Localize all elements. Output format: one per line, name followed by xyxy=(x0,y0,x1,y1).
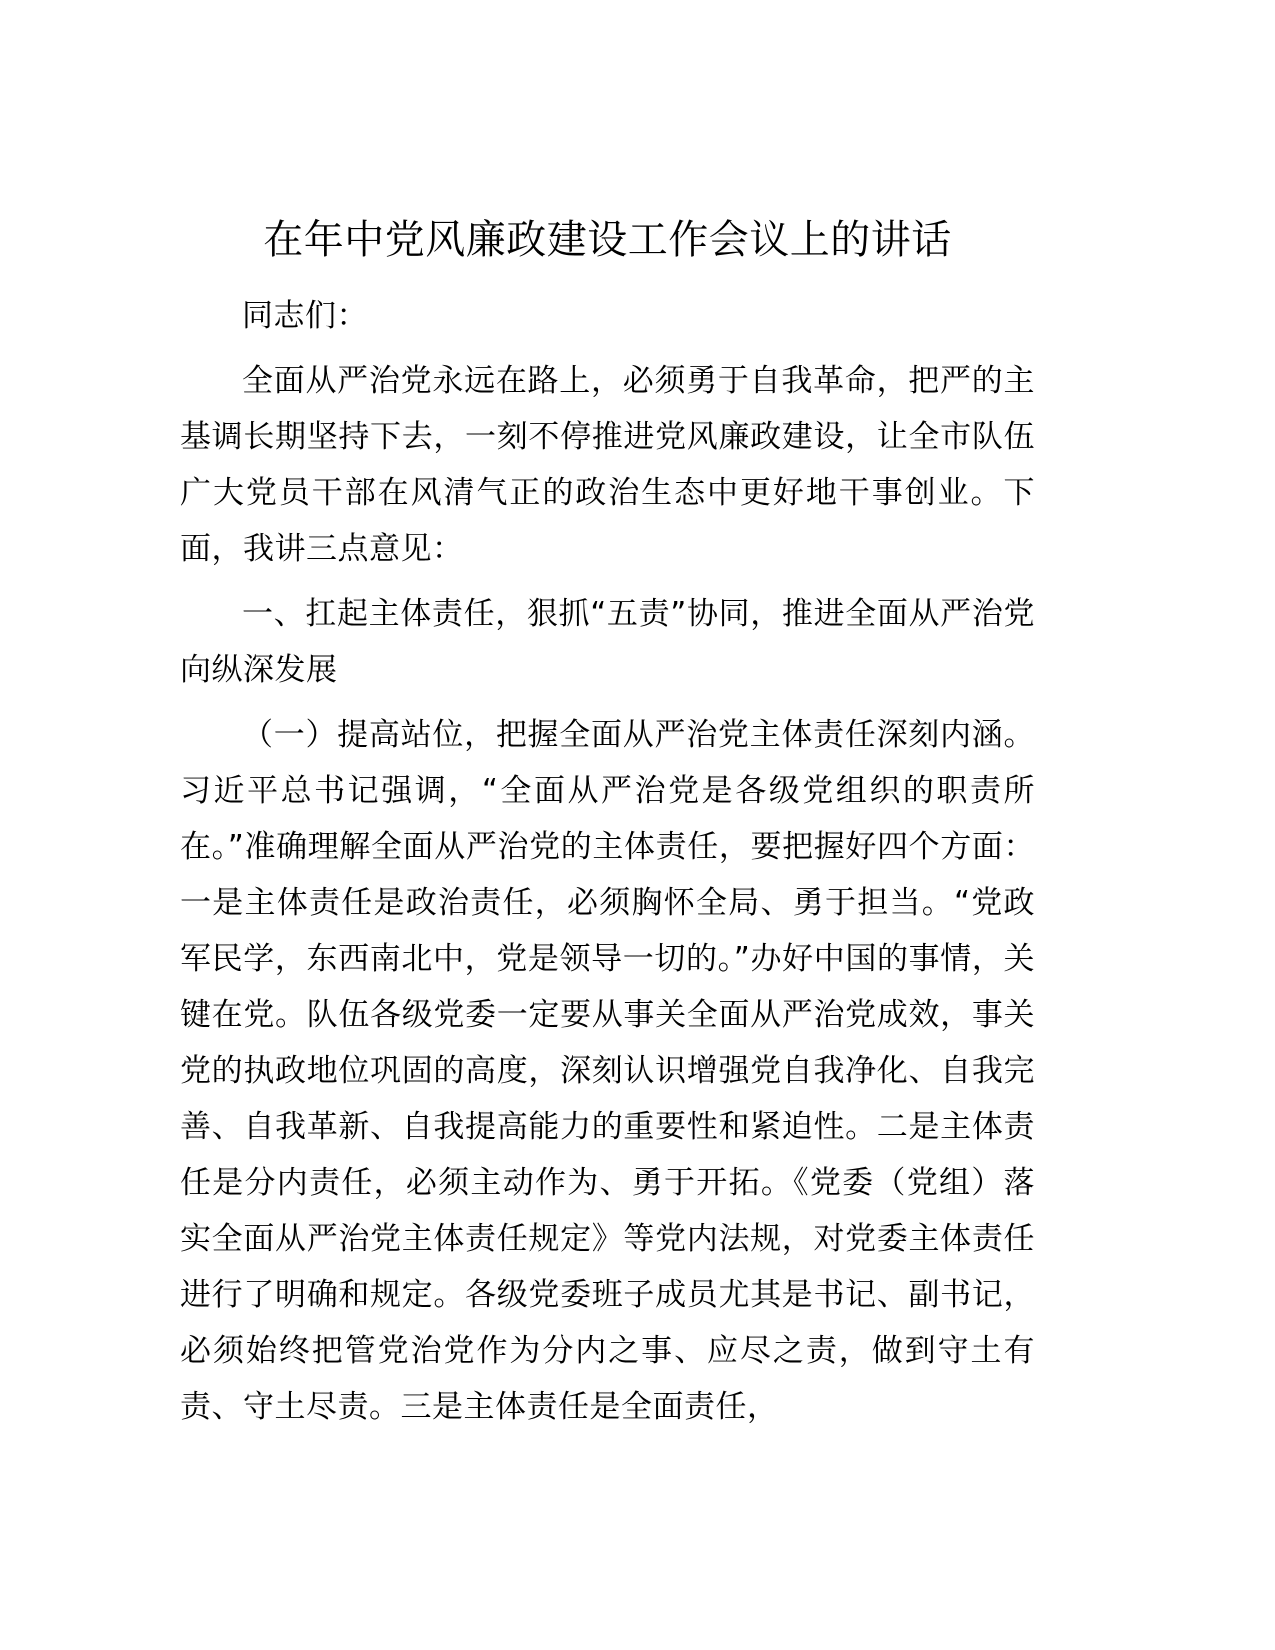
salutation: 同志们： xyxy=(242,298,368,334)
paragraph-intro: 全面从严治党永远在路上，必须勇于自我革命，把严的主基调长期坚持下去，一刻不停推进党风廉政建设，让全市队伍广大党员干部在风清气正的政治生态中更好地干事创业。下面，我讲三点意见： xyxy=(180,363,1035,567)
paragraph-subsection-1: （一）提高站位，把握全面从严治党主体责任深刻内涵。习近平总书记强调，“全面从严治党是各级党组织的职责所在。”准确理解全面从严治党的主体责任，要把握好四个方面：一是主体责任是政治责任，必须胸怀全局、勇于担当。“党政军民学，东西南北中，党是领导一切的。”办好中国的事情，关键在党。队伍各级党委一定要从事关全面从严治党成效，事关党的执政地位巩固的高度，深刻认识增强党自我净化、自我完善、自我革新、自我提高能力的重要性和紧迫性。二是主体责任是分内责任，必须主动作为、勇于开拓。《党委（党组）落实全面从严治党主体责任规定》等党内法规，对党委主体责任进行了明确和规定。各级党委班子成员尤其是书记、副书记，必须始终把管党治党作为分内之事、应尽之责，做到守土有责、守土尽责。三是主体责任是全面责任， xyxy=(180,717,1035,1425)
document-body xyxy=(180,288,1035,1444)
document-title: 在年中党风廉政建设工作会议上的讲话 xyxy=(263,217,952,263)
section-heading-1: 一、扛起主体责任，狠抓“五责”协同，推进全面从严治党向纵深发展 xyxy=(180,596,1035,688)
